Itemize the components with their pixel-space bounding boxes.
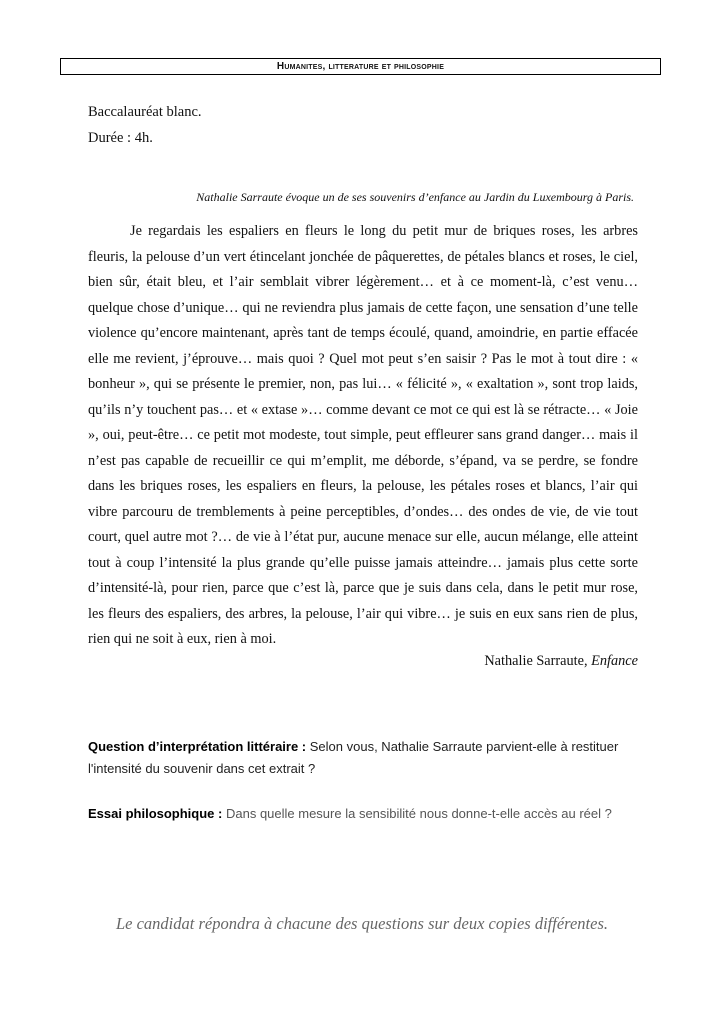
instructions-footer: Le candidat répondra à chacune des questions sur deux copies différentes. bbox=[115, 914, 608, 933]
extract-text: Je regardais les espaliers en fleurs le long du petit mur de briques roses, les arbres fleuris, la pelouse d’un vert étincelant jonchée de pâquerettes, de pétales blancs et roses, le ciel, bien sûr, était bleu, et l’air semblait vibrer légèrement… et à ce moment-là, c’est venu… quelque chose d’unique… qui ne reviendra plus jamais de cette façon, une sensation d’une telle violence qu’encore maintenant, après tant de temps écoulé, quand, amoindrie, en partie effacée elle me revient, j’éprouve… mais quoi ? Quel mot peut s’en saisir ? Pas le mot à tout dire : « bonheur », qui se présente le premier, non, pas lui… « félicité », « exaltation », sont trop laids, qu’ils n’y touchent pas… et « extase »… comme devant ce mot ce qui est là se rétracte… « Joie », oui, peut-être… ce petit mot modeste, tout simple, peut effleurer sans grand danger… mais il n’est pas capable de recueillir ce qui m’emplit, me déborde, s’épand, va se perdre, se fondre dans les briques roses, les espaliers en fleurs, la pelouse, les pétales roses et blancs, l’air qui vibre parcouru de tremblements à peine perceptibles, d’ondes… des ondes de vie, de vie tout court, quel autre mot ?… de vie à l’état pur, aucune menace sur elle, aucun mélange, elle atteint tout à coup l’intensité la plus grande qu’elle puisse jamais atteindre… jamais plus cette sorte d’intensité-là, pour rien, parce que c’est là, parce que je suis dans cela, dans le petit mur rose, les fleurs des espaliers, des arbres, la pelouse, l’air qui vibre… je suis en eux sans rien de plus, rien qui ne soit à eux, rien à moi. bbox=[88, 223, 638, 647]
question-philosophy bbox=[88, 803, 650, 825]
extract-introduction: Nathalie Sarraute évoque un de ses souvenirs d’enfance au Jardin du Luxembourg à Paris. bbox=[196, 190, 634, 204]
exam-duration: Durée : 4h. bbox=[88, 130, 153, 146]
question-literary-text: Selon vous, Nathalie Sarraute parvient-elle à restituer l'intensité du souvenir dans cet extrait ? bbox=[88, 739, 619, 776]
exam-title: Baccalauréat blanc. bbox=[88, 104, 202, 120]
signature-author: Nathalie Sarraute, bbox=[484, 653, 588, 669]
header-title: Humanites, litterature et philosophie bbox=[60, 58, 661, 75]
question-philosophy-text: Dans quelle mesure la sensibilité nous donne-t-elle accès au réel ? bbox=[225, 806, 612, 821]
extract-signature bbox=[88, 653, 638, 670]
signature-work: Enfance bbox=[591, 653, 638, 669]
question-literary bbox=[88, 736, 650, 780]
question-philosophy-label: Essai philosophique : bbox=[88, 806, 223, 821]
question-literary-label: Question d’interprétation littéraire : bbox=[88, 739, 307, 754]
